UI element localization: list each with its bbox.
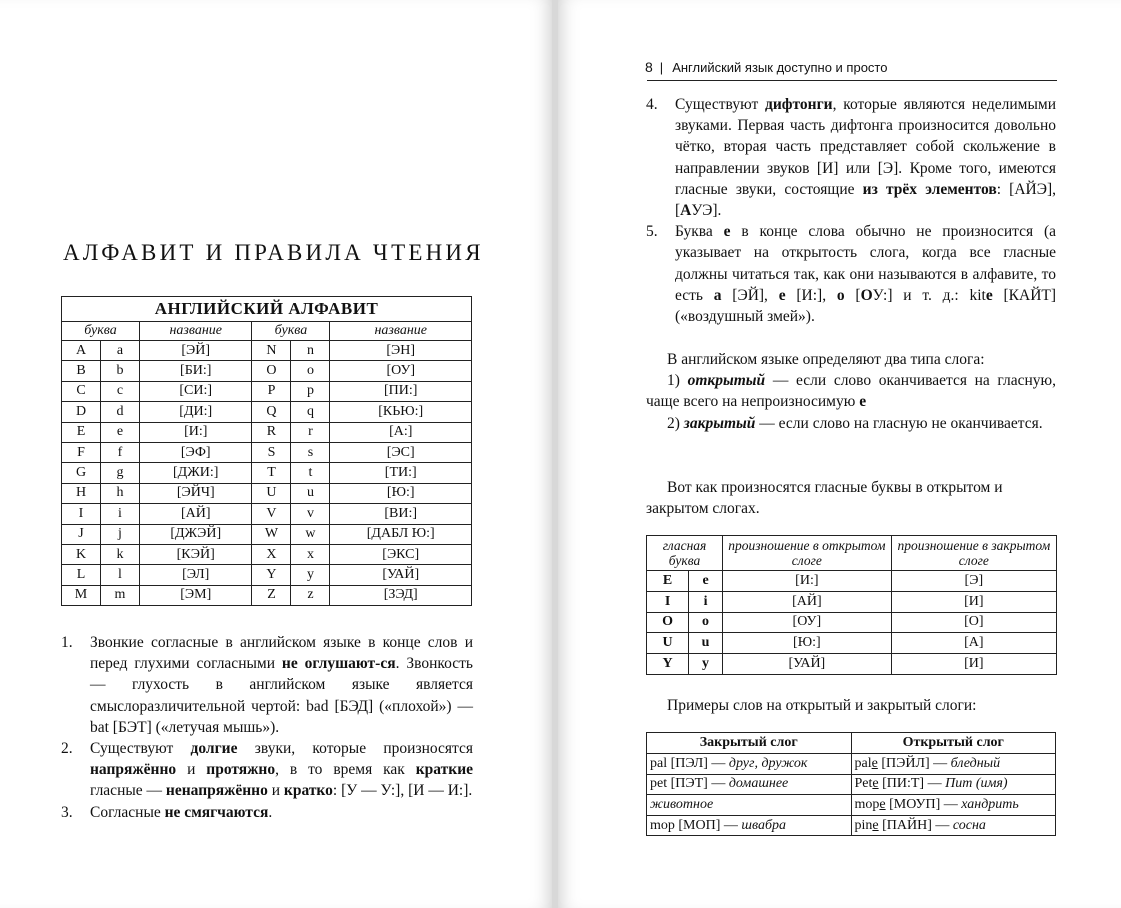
letter-cell: a bbox=[101, 341, 140, 361]
term-open: открытый bbox=[687, 372, 766, 390]
letter-cell: k bbox=[101, 544, 140, 564]
letter-cell: W bbox=[252, 524, 291, 544]
example-transcription: [ПАЙН] — bbox=[878, 817, 953, 833]
letter-cell: u bbox=[291, 483, 330, 503]
letter-name-cell: [ЭФ] bbox=[140, 442, 252, 462]
alphabet-table bbox=[61, 296, 472, 606]
list-bold-text: долгие bbox=[190, 740, 238, 758]
list-item bbox=[646, 94, 1056, 221]
table-row bbox=[62, 341, 472, 361]
column-header: Открытый слог bbox=[851, 733, 1056, 754]
list-text: звуки, которые произносятся bbox=[237, 740, 474, 758]
letter-name-cell: [АЙ] bbox=[140, 504, 252, 524]
letter-name-cell: [ЭН] bbox=[330, 341, 472, 361]
letter-cell: E bbox=[62, 422, 101, 442]
pronunciation-cell: [О] bbox=[891, 612, 1056, 633]
list-text: в конце слова обычно не произносится (а указывает на открытость слога, когда все гласные должны читаться так, как они называются в алфавите, то есть bbox=[675, 223, 1056, 304]
letter-cell: Q bbox=[252, 402, 291, 422]
letter-cell: G bbox=[62, 463, 101, 483]
list-number: 2. bbox=[61, 740, 73, 758]
open-syllable-example bbox=[851, 754, 1056, 775]
letter-name-cell: [ЭМ] bbox=[140, 585, 252, 605]
page-number: 8 bbox=[645, 59, 653, 75]
list-bold-text: не смягчаются bbox=[164, 803, 269, 821]
letter-cell: A bbox=[62, 341, 101, 361]
pronunciation-cell: [А] bbox=[891, 633, 1056, 654]
header-separator: | bbox=[659, 60, 664, 75]
rules-list-right bbox=[646, 94, 1056, 327]
example-transcription: [ПИ:Т] — bbox=[878, 776, 946, 792]
example-gloss: домашнее bbox=[728, 776, 789, 792]
item-number: 1) bbox=[667, 372, 688, 390]
table-row bbox=[62, 381, 472, 401]
list-text: [КАЙТ] («воздушный змей»). bbox=[675, 286, 1057, 326]
letter-name-cell: [ВИ:] bbox=[330, 504, 472, 524]
letter-name-cell: [ЭЙ] bbox=[140, 341, 252, 361]
list-item bbox=[61, 802, 473, 823]
list-text: гласные — bbox=[90, 782, 166, 800]
open-syllable-definition bbox=[646, 370, 1056, 412]
letter-cell: O bbox=[252, 361, 291, 381]
list-text: Существуют bbox=[675, 96, 766, 113]
column-header: Закрытый слог bbox=[647, 733, 852, 754]
running-header bbox=[645, 59, 887, 75]
alphabet-table-caption: АНГЛИЙСКИЙ АЛФАВИТ bbox=[62, 297, 472, 322]
list-number: 4. bbox=[646, 96, 658, 113]
chapter-title: АЛФАВИТ И ПРАВИЛА ЧТЕНИЯ bbox=[63, 240, 484, 265]
list-bold-text: дифтонги bbox=[765, 96, 833, 113]
letter-cell: I bbox=[62, 504, 101, 524]
letter-name-cell: [ТИ:] bbox=[330, 463, 472, 483]
silent-e: e bbox=[872, 817, 879, 833]
letter-name-cell: [ЗЭД] bbox=[330, 585, 472, 605]
letter-cell: x bbox=[291, 544, 330, 564]
left-page bbox=[0, 0, 552, 908]
silent-e: e bbox=[871, 755, 878, 771]
example-word: mop bbox=[854, 796, 880, 812]
list-text: Существуют bbox=[90, 740, 191, 758]
vowels-intro: Вот как произносятся гласные буквы в открытом и закрытом слогах. bbox=[646, 479, 1003, 518]
letter-name-cell: [УАЙ] bbox=[330, 565, 472, 585]
syllable-intro: В английском языке определяют два типа слога: bbox=[667, 351, 985, 368]
letter-cell: R bbox=[252, 422, 291, 442]
open-syllable-example bbox=[851, 774, 1056, 795]
letter-cell: c bbox=[101, 381, 140, 401]
pronunciation-cell: [И:] bbox=[723, 571, 892, 592]
letter-name-cell: [ОУ] bbox=[330, 361, 472, 381]
table-row bbox=[62, 442, 472, 462]
header-rule bbox=[647, 80, 1057, 81]
letter-cell: M bbox=[62, 585, 101, 605]
example-word: mop [МОП] — bbox=[650, 817, 742, 833]
letter-name-cell: [А:] bbox=[330, 422, 472, 442]
example-gloss: животное bbox=[650, 796, 714, 812]
list-text: [ЭЙ], bbox=[721, 286, 779, 304]
example-gloss: швабра bbox=[741, 817, 786, 833]
letter-cell: L bbox=[62, 565, 101, 585]
vowel-letter-cell: E bbox=[647, 571, 689, 592]
closed-syllable-definition bbox=[646, 413, 1056, 434]
silent-e: e bbox=[879, 796, 886, 812]
list-text: [ bbox=[844, 286, 861, 304]
letter-cell: S bbox=[252, 442, 291, 462]
examples-intro: Примеры слов на открытый и закрытый слоги: bbox=[667, 697, 977, 714]
pronunciation-cell: [УАЙ] bbox=[723, 654, 892, 675]
example-gloss: друг, дружок bbox=[728, 755, 808, 771]
list-bold-text: О bbox=[860, 286, 873, 304]
table-row bbox=[647, 774, 1056, 795]
table-row bbox=[647, 795, 1056, 816]
list-text: Согласные bbox=[90, 803, 165, 821]
table-row bbox=[647, 633, 1057, 654]
example-gloss: сосна bbox=[952, 817, 986, 833]
letter-name-cell: [И:] bbox=[140, 422, 252, 442]
item-number: 2) bbox=[667, 414, 684, 432]
table-row bbox=[62, 585, 472, 605]
list-item bbox=[61, 738, 473, 802]
letter-name-cell: [ЭЙЧ] bbox=[140, 483, 252, 503]
vowel-letter-cell: I bbox=[647, 591, 689, 612]
letter-cell: J bbox=[62, 524, 101, 544]
table-row bbox=[62, 361, 472, 381]
example-word: pin bbox=[854, 817, 873, 833]
column-header: произношение в закрытом слоге bbox=[891, 536, 1056, 571]
list-text: и bbox=[267, 782, 284, 800]
bold-letter: e bbox=[859, 393, 867, 411]
list-bold-text: из трёх элементов bbox=[862, 180, 997, 198]
list-text: , в то время как bbox=[275, 761, 416, 779]
list-text: : [АЙЭ], [ bbox=[675, 180, 1057, 220]
list-bold-text: кратко bbox=[283, 782, 333, 800]
rules-list-left bbox=[61, 632, 473, 823]
list-bold-text: А bbox=[680, 202, 692, 220]
letter-cell: l bbox=[101, 565, 140, 585]
list-text: , которые являются неделимыми звуками. Первая часть дифтонга произносится довольно чётко, вторая часть представляет собой скольжение в направлении звуков [И] или [Э]. Кроме того, имеются гласные звуки, состоящие bbox=[675, 96, 1056, 198]
letter-cell: K bbox=[62, 544, 101, 564]
letter-cell: v bbox=[291, 504, 330, 524]
letter-cell: i bbox=[101, 504, 140, 524]
letter-cell: w bbox=[291, 524, 330, 544]
table-row bbox=[62, 422, 472, 442]
column-header: буква bbox=[62, 322, 140, 341]
list-bold-text: e bbox=[778, 286, 786, 304]
closed-syllable-example bbox=[647, 795, 852, 816]
letter-cell: n bbox=[291, 341, 330, 361]
table-row bbox=[62, 483, 472, 503]
letter-cell: e bbox=[101, 422, 140, 442]
letter-cell: h bbox=[101, 483, 140, 503]
table-row bbox=[647, 654, 1057, 675]
table-row bbox=[62, 402, 472, 422]
syllable-types bbox=[646, 349, 1056, 434]
letter-cell: d bbox=[101, 402, 140, 422]
list-text: и bbox=[176, 761, 207, 779]
book-title: Английский язык доступно и просто bbox=[672, 60, 888, 75]
list-text: Буква bbox=[675, 223, 724, 241]
example-gloss: бледный bbox=[950, 755, 1001, 771]
list-text: УЭ]. bbox=[691, 202, 722, 220]
letter-cell: Y bbox=[252, 565, 291, 585]
closed-syllable-example bbox=[647, 774, 852, 795]
list-item bbox=[646, 221, 1056, 327]
letter-cell: t bbox=[291, 463, 330, 483]
pronunciation-cell: [Э] bbox=[891, 571, 1056, 592]
letter-name-cell: [СИ:] bbox=[140, 381, 252, 401]
letter-cell: q bbox=[291, 402, 330, 422]
list-number: 5. bbox=[646, 223, 658, 241]
list-bold-text: e bbox=[985, 286, 993, 304]
letter-name-cell: [ДЖЭЙ] bbox=[140, 524, 252, 544]
letter-name-cell: [ПИ:] bbox=[330, 381, 472, 401]
open-syllable-example bbox=[851, 795, 1056, 816]
example-transcription: [ПЭЙЛ] — bbox=[877, 755, 951, 771]
right-page bbox=[558, 0, 1121, 908]
column-header: название bbox=[140, 322, 252, 341]
letter-cell: m bbox=[101, 585, 140, 605]
closed-syllable-example bbox=[647, 815, 852, 836]
pronunciation-cell: [ОУ] bbox=[723, 612, 892, 633]
example-word: pal bbox=[854, 755, 872, 771]
vowel-letter-cell: o bbox=[689, 612, 723, 633]
table-row bbox=[62, 544, 472, 564]
table-row bbox=[62, 463, 472, 483]
column-header: название bbox=[330, 322, 472, 341]
letter-name-cell: [Ю:] bbox=[330, 483, 472, 503]
example-word: Pet bbox=[854, 776, 873, 792]
pronunciation-cell: [И] bbox=[891, 591, 1056, 612]
vowel-letter-cell: O bbox=[647, 612, 689, 633]
letter-cell: y bbox=[291, 565, 330, 585]
letter-cell: C bbox=[62, 381, 101, 401]
letter-cell: U bbox=[252, 483, 291, 503]
list-bold-text: не оглушают-ся bbox=[281, 655, 396, 673]
letter-cell: j bbox=[101, 524, 140, 544]
letter-cell: T bbox=[252, 463, 291, 483]
table-row bbox=[647, 591, 1057, 612]
letter-cell: z bbox=[291, 585, 330, 605]
letter-cell: g bbox=[101, 463, 140, 483]
letter-name-cell: [ДИ:] bbox=[140, 402, 252, 422]
vowels-table bbox=[646, 535, 1057, 675]
letter-cell: Z bbox=[252, 585, 291, 605]
letter-cell: H bbox=[62, 483, 101, 503]
list-item bbox=[61, 632, 473, 738]
column-header: произношение в открытом слоге bbox=[723, 536, 892, 571]
table-row bbox=[647, 815, 1056, 836]
letter-cell: f bbox=[101, 442, 140, 462]
open-syllable-example bbox=[851, 815, 1056, 836]
letter-cell: B bbox=[62, 361, 101, 381]
list-bold-text: a bbox=[713, 286, 722, 304]
letter-cell: b bbox=[101, 361, 140, 381]
table-row bbox=[647, 612, 1057, 633]
list-bold-text: ненапряжённо bbox=[165, 782, 268, 800]
letter-name-cell: [ЭЛ] bbox=[140, 565, 252, 585]
list-bold-text: o bbox=[836, 286, 845, 304]
letter-name-cell: [ЭС] bbox=[330, 442, 472, 462]
list-number: 3. bbox=[61, 803, 73, 821]
list-bold-text: протяжно bbox=[206, 761, 276, 779]
letter-cell: F bbox=[62, 442, 101, 462]
vowel-letter-cell: i bbox=[689, 591, 723, 612]
letter-cell: X bbox=[252, 544, 291, 564]
example-gloss: хандрить bbox=[961, 796, 1019, 812]
definition-text: — если слово оканчивается на гласную, чаще всего на непроизносимую bbox=[646, 372, 1056, 411]
example-transcription: [МОУП] — bbox=[885, 796, 962, 812]
letter-cell: P bbox=[252, 381, 291, 401]
silent-e: e bbox=[872, 776, 879, 792]
example-word: pal [ПЭЛ] — bbox=[650, 755, 729, 771]
letter-cell: V bbox=[252, 504, 291, 524]
list-text: У:] и т. д.: kit bbox=[872, 286, 986, 304]
letter-name-cell: [ДАБЛ Ю:] bbox=[330, 524, 472, 544]
column-header: буква bbox=[252, 322, 330, 341]
letter-name-cell: [БИ:] bbox=[140, 361, 252, 381]
term-closed: закрытый bbox=[683, 414, 756, 432]
closed-syllable-example bbox=[647, 754, 852, 775]
vowel-letter-cell: y bbox=[689, 654, 723, 675]
letter-cell: D bbox=[62, 402, 101, 422]
list-text: [И:], bbox=[785, 286, 837, 304]
list-text: . bbox=[268, 803, 273, 821]
letter-name-cell: [КЬЮ:] bbox=[330, 402, 472, 422]
letter-cell: r bbox=[291, 422, 330, 442]
letter-cell: o bbox=[291, 361, 330, 381]
list-text: : [У — У:], [И — И:]. bbox=[332, 782, 473, 800]
vowel-letter-cell: U bbox=[647, 633, 689, 654]
letter-name-cell: [КЭЙ] bbox=[140, 544, 252, 564]
example-gloss: Пит (имя) bbox=[945, 776, 1008, 792]
pronunciation-cell: [АЙ] bbox=[723, 591, 892, 612]
table-row bbox=[62, 504, 472, 524]
list-text: . Звонкость — глухость в английском языке является смыслоразличительной чертой: bad [БЭД] («плохой») — bat [БЭТ] («летучая мышь»). bbox=[90, 655, 473, 736]
table-row bbox=[62, 565, 472, 585]
letter-cell: p bbox=[291, 381, 330, 401]
list-bold-text: напряжённо bbox=[90, 761, 177, 779]
pronunciation-cell: [И] bbox=[891, 654, 1056, 675]
letter-cell: N bbox=[252, 341, 291, 361]
list-text: Звонкие согласные в английском языке в конце слов и перед глухими согласными bbox=[90, 634, 473, 673]
list-bold-text: краткие bbox=[415, 761, 474, 779]
definition-text: — если слово на гласную не оканчивается. bbox=[755, 414, 1043, 432]
list-number: 1. bbox=[61, 634, 73, 651]
column-header: гласная буква bbox=[647, 536, 723, 571]
letter-name-cell: [ДЖИ:] bbox=[140, 463, 252, 483]
table-row bbox=[647, 571, 1057, 592]
vowel-letter-cell: e bbox=[689, 571, 723, 592]
letter-name-cell: [ЭКС] bbox=[330, 544, 472, 564]
list-bold-text: e bbox=[723, 223, 731, 241]
table-row bbox=[62, 524, 472, 544]
examples-table bbox=[646, 732, 1056, 836]
example-word: pet [ПЭТ] — bbox=[650, 776, 729, 792]
letter-cell: s bbox=[291, 442, 330, 462]
vowel-letter-cell: u bbox=[689, 633, 723, 654]
vowel-letter-cell: Y bbox=[647, 654, 689, 675]
pronunciation-cell: [Ю:] bbox=[723, 633, 892, 654]
table-row bbox=[647, 754, 1056, 775]
